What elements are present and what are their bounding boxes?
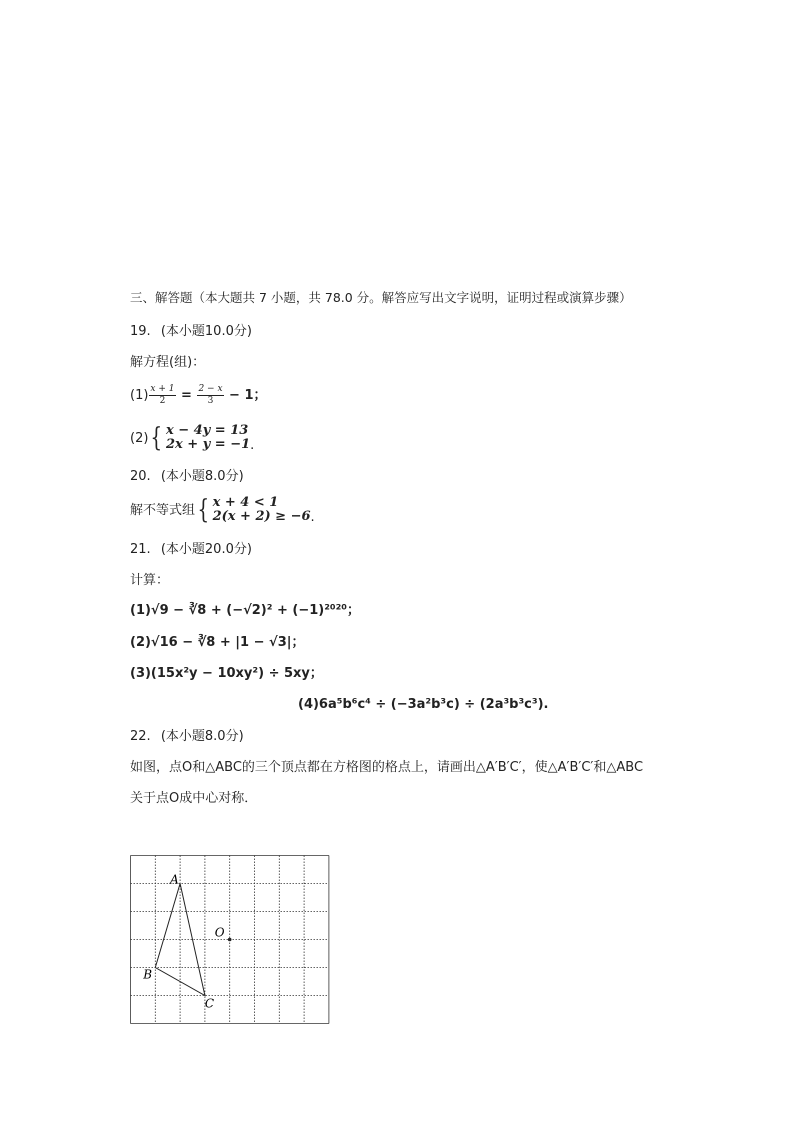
- label-c: C: [204, 996, 215, 1011]
- q19-p1-denominator-right: 3: [207, 396, 214, 406]
- q20-lead: 解不等式组: [130, 502, 196, 518]
- q19-instruction: 解方程(组)：: [130, 355, 206, 370]
- q21-part2: (2)√16 − ∛8 + |1 − √3|；: [130, 635, 305, 650]
- q20-line2: 2(x + 2) ≥ −6: [212, 509, 311, 524]
- q21-part3: (3)(15x²y − 10xy²) ÷ 5xy；: [130, 666, 323, 681]
- q21-part1: (1)√9 − ∛8 + (−√2)² + (−1)²⁰²⁰；: [130, 603, 360, 618]
- q22-header: [130, 730, 244, 743]
- q19-p2-system: [130, 424, 254, 452]
- point-o: [228, 938, 232, 942]
- q20-header: [130, 470, 244, 483]
- q19-p1-numerator-right: 2 − x: [198, 384, 223, 394]
- q19-header: [130, 325, 252, 338]
- grid-figure: [125, 850, 335, 1030]
- q20-line1: x + 4 < 1: [212, 495, 279, 510]
- q19-p2-end: .: [250, 438, 255, 453]
- q19-p2-line2: 2x + y = −1: [165, 437, 251, 452]
- q22-line2: 关于点O成中心对称．: [130, 791, 258, 806]
- q22-line1: 如图，点O和△ABC的三个顶点都在方格图的格点上，请画出△A′B′C′，使△A′B′C′和△ABC: [130, 760, 644, 775]
- q19-part2: [130, 424, 254, 452]
- q20-number: 20.: [130, 469, 151, 484]
- label-o: O: [214, 925, 225, 940]
- q20-end: .: [310, 510, 315, 525]
- q21-header: [130, 543, 252, 556]
- q22-number: 22.: [130, 729, 151, 744]
- q20-body: [130, 496, 315, 524]
- q20-system: [130, 496, 315, 524]
- q19-p1-denominator-left: 2: [159, 396, 166, 406]
- q21-number: 21.: [130, 542, 151, 557]
- q21-instruction: 计算：: [130, 573, 170, 588]
- q22-score: (本小题8.0分): [160, 729, 244, 744]
- q19-p1-fraction-left: [149, 385, 175, 406]
- label-b: B: [143, 967, 153, 982]
- q19-p1-fraction-right: [197, 385, 223, 406]
- q19-p1-numerator-left: x + 1: [150, 384, 175, 394]
- q19-p2-line1: x − 4y = 13: [165, 423, 249, 438]
- q19-p1-label: (1): [130, 388, 149, 403]
- q19-part1: [130, 385, 267, 406]
- q21-score: (本小题20.0分): [160, 542, 252, 557]
- q19-p2-label: (2): [130, 430, 149, 446]
- q19-number: 19.: [130, 324, 151, 339]
- q19-p2-brace: {: [150, 423, 163, 453]
- q19-p1-equals: =: [176, 388, 197, 403]
- label-a: A: [170, 872, 179, 887]
- q19-p2-lines: [166, 424, 250, 452]
- q20-score: (本小题8.0分): [160, 469, 244, 484]
- q19-score: (本小题10.0分): [160, 324, 252, 339]
- section-title: 三、解答题（本大题共 7 小题，共 78.0 分。解答应写出文字说明，证明过程或演算步骤）: [130, 290, 632, 305]
- q20-lines: [213, 496, 311, 524]
- q19-p1-tail: − 1；: [224, 388, 267, 403]
- q21-part4: (4)6a⁵b⁶c⁴ ÷ (−3a²b³c) ÷ (2a³b³c³).: [298, 697, 549, 712]
- q20-brace: {: [197, 495, 210, 525]
